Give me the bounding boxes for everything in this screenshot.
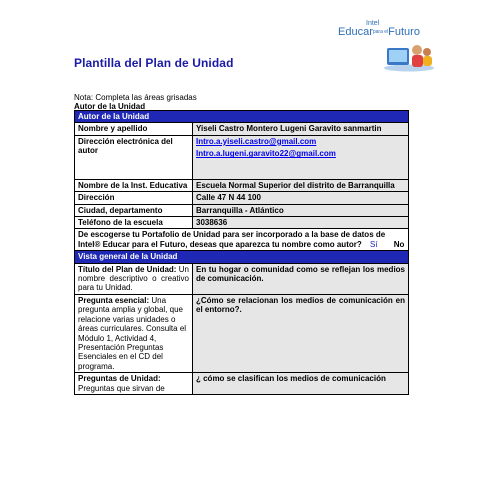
address-value[interactable]: Calle 47 N 44 100: [193, 192, 409, 204]
note-text: Nota: Completa las áreas grisadas: [74, 93, 197, 102]
name-label: Nombre y apellido: [75, 123, 193, 135]
unit-plan-form: [74, 110, 409, 395]
unit-title-desc: Un nombre descriptivo o creativo para tu Unidad.: [78, 264, 189, 293]
yes-option[interactable]: Sí: [369, 239, 378, 249]
unit-questions-label-cell: [75, 373, 193, 395]
phone-value[interactable]: 3038636: [193, 217, 409, 229]
institution-label: Nombre de la Inst. Educativa: [75, 179, 193, 191]
no-option[interactable]: No: [393, 239, 405, 249]
city-label: Ciudad, departamento: [75, 204, 193, 216]
email-label: Dirección electrónica del autor: [75, 135, 193, 179]
intel-educar-logo: [338, 20, 438, 72]
page-title: Plantilla del Plan de Unidad: [74, 56, 234, 70]
unit-questions-value[interactable]: ¿ cómo se clasifican los medios de comunicación: [193, 373, 409, 395]
name-value[interactable]: Yiseli Castro Montero Lugeni Garavito sanmartin: [193, 123, 409, 135]
section-author-header: Autor de la Unidad: [75, 111, 409, 123]
institution-value[interactable]: Escuela Normal Superior del distrito de Barranquilla: [193, 179, 409, 191]
unit-title-value[interactable]: En tu hogar o comunidad como se reflejan los medios de comunicación.: [193, 263, 409, 294]
logo-wordmark: Educarpara elFuturo: [338, 26, 420, 38]
students-computer-icon: [383, 40, 435, 72]
author-subheading: Autor de la Unidad: [74, 102, 146, 111]
unit-questions-label: Preguntas de Unidad:: [78, 374, 161, 384]
logo-brand: Intel: [366, 20, 380, 27]
unit-title-label: Título del Plan de Unidad:: [78, 264, 177, 274]
essential-question-label: Pregunta esencial:: [78, 295, 150, 305]
essential-question-label-cell: [75, 294, 193, 372]
email-cell[interactable]: [193, 135, 409, 179]
essential-question-desc: Una pregunta amplia y global, que relacione varias unidades o áreas curriculares. Consulta el Módulo 1, Actividad 4, Presentación Preguntas Esenciales en el CD del programa.: [78, 295, 187, 371]
unit-title-label-cell: [75, 263, 193, 294]
city-value[interactable]: Barranquilla - Atlántico: [193, 204, 409, 216]
email-link-2[interactable]: Intro.a.lugeni.garavito22@gmail.com: [196, 149, 336, 159]
phone-label: Teléfono de la escuela: [75, 217, 193, 229]
author-question-cell: [75, 229, 409, 251]
section-overview-header: Vista general de la Unidad: [75, 251, 409, 263]
email-link-1[interactable]: Intro.a.yiseli.castro@gmail.com: [196, 136, 317, 146]
address-label: Dirección: [75, 192, 193, 204]
unit-questions-desc: Preguntas que sirvan de: [78, 383, 165, 393]
author-question: De escogerse tu Portafolio de Unidad para ser incorporado a la base de datos de Intel® Educar para el Futuro, deseas que aparezca tu nombre como autor?: [78, 230, 386, 249]
essential-question-value[interactable]: ¿Cómo se relacionan los medios de comunicación en el entorno?.: [193, 294, 409, 372]
